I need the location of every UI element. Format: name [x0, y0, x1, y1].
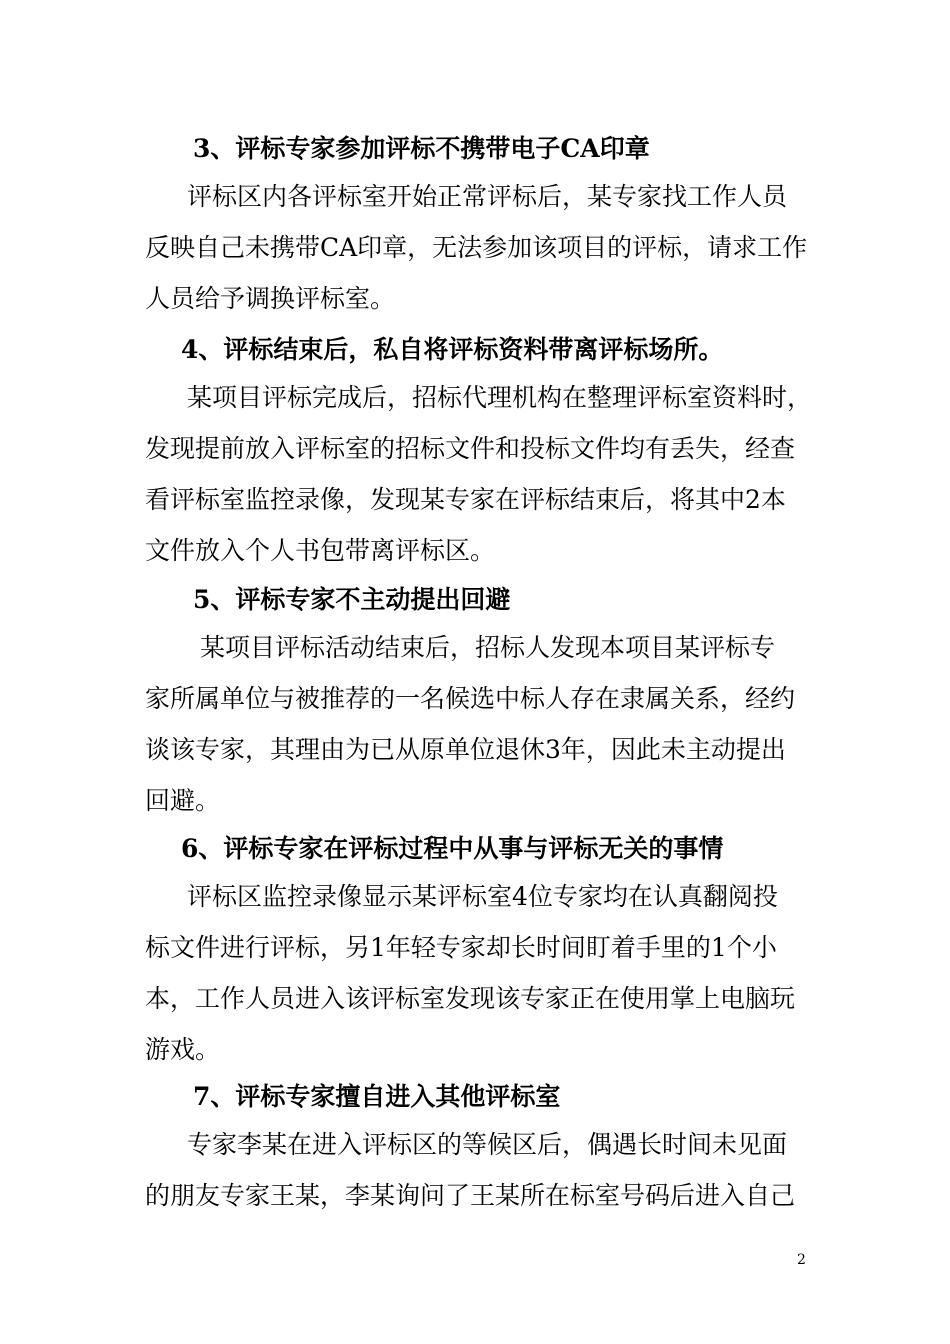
- section-body-3: [145, 171, 815, 324]
- body-line: 回避。: [145, 786, 221, 815]
- body-line: 反映自己未携带CA印章，无法参加该项目的评标，请求工作: [145, 233, 808, 262]
- body-line: 本，工作人员进入该评标室发现该专家正在使用掌上电脑玩: [145, 984, 796, 1013]
- body-line: 的朋友专家王某，李某询问了王某所在标室号码后进入自己: [145, 1181, 796, 1210]
- section-heading-6: 6、评标专家在评标过程中从事与评标无关的事情: [181, 834, 724, 863]
- body-line: 人员给予调换评标室。: [145, 284, 396, 313]
- body-line: 评标区内各评标室开始正常评标后，某专家找工作人员: [187, 182, 788, 211]
- body-line: 谈该专家，其理由为已从原单位退休3年，因此未主动提出: [145, 735, 786, 764]
- section-body-5: [145, 622, 815, 826]
- body-line: 看评标室监控录像，发现某专家在评标结束后，将其中2本: [145, 485, 786, 514]
- body-line: 某项目评标完成后，招标代理机构在整理评标室资料时，: [187, 383, 813, 412]
- body-line: 文件放入个人书包带离评标区。: [145, 536, 496, 565]
- body-line: 专家李某在进入评标区的等候区后，偶遇长时间未见面: [187, 1130, 788, 1159]
- body-line: 某项目评标活动结束后，招标人发现本项目某评标专: [200, 633, 776, 662]
- body-line: 发现提前放入评标室的招标文件和投标文件均有丢失，经查: [145, 434, 796, 463]
- section-heading-5: 5、评标专家不主动提出回避: [193, 585, 511, 614]
- page-number: 2: [797, 1252, 806, 1268]
- section-heading-3: 3、评标专家参加评标不携带电子CA印章: [193, 134, 650, 163]
- section-heading-4: 4、评标结束后，私自将评标资料带离评标场所。: [181, 335, 724, 364]
- section-body-6: [145, 871, 815, 1075]
- section-body-7: [145, 1119, 815, 1221]
- body-line: 家所属单位与被推荐的一名候选中标人存在隶属关系，经约: [145, 684, 796, 713]
- section-body-4: [145, 372, 815, 576]
- body-line: 标文件进行评标，另1年轻专家却长时间盯着手里的1个小: [145, 933, 777, 962]
- body-line: 游戏。: [145, 1035, 221, 1064]
- body-line: 评标区监控录像显示某评标室4位专家均在认真翻阅投: [187, 882, 778, 911]
- section-heading-7: 7、评标专家擅自进入其他评标室: [193, 1082, 561, 1111]
